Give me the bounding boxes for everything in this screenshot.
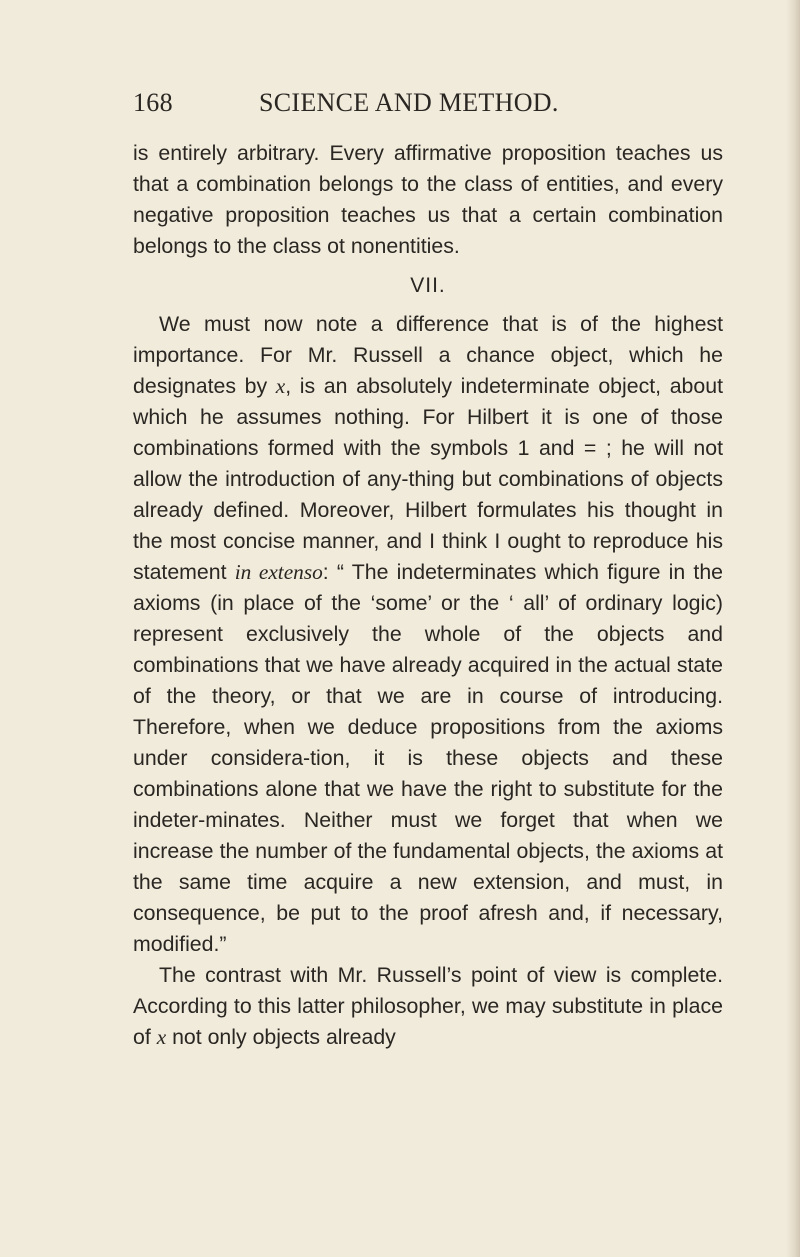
paragraph-text: , is an absolutely indeterminate object, about which he assumes nothing. For Hilbert it is one of those combinations formed with the symbols 1 and = ; he will not allow the introduction of any-thing but combinations of objects already defined. Moreover, Hilbert formulates his thought in the most concise manner, and I think I ought to reproduce his statement bbox=[133, 374, 724, 584]
page-number: 168 bbox=[133, 88, 173, 117]
variable-x: x bbox=[275, 374, 286, 398]
body-text bbox=[133, 138, 723, 1053]
paragraph-hilbert-russell bbox=[133, 309, 723, 960]
paragraph-text: : “ The indeterminates which figure in the axioms (in place of the ‘some’ or the ‘ all’ of ordinary logic) represent exclusively the whole of the objects and combinations that we have already acquired in the actual state of the theory, or that we are in course of introducing. Therefore, when we deduce propositions from the axioms under considera-tion, it is these objects and these combinations alone that we have the right to substitute for the indeter-minates. Neither must we forget that when we increase the number of the fundamental objects, the axioms at the same time acquire a new extension, and must, in consequence, be put to the proof afresh and, if necessary, modified.” bbox=[133, 560, 724, 956]
latin-phrase: in extenso bbox=[234, 560, 323, 584]
paragraph-text: not only objects already bbox=[172, 1025, 396, 1049]
paragraph-text: We must now note a difference that is of the highest importance. For Mr. Russell a chance object, which he designates by bbox=[133, 312, 723, 398]
paragraph-continuation: is entirely arbitrary. Every affirmative proposition teaches us that a combination belongs to the class of entities, and every negative proposition teaches us that a certain combination belongs to the class ot nonentities. bbox=[133, 141, 723, 258]
paragraph-contrast bbox=[133, 960, 723, 1053]
section-heading: VII. bbox=[410, 274, 446, 297]
variable-x: x bbox=[156, 1025, 167, 1049]
running-head bbox=[133, 88, 723, 122]
running-title: SCIENCE AND METHOD. bbox=[259, 88, 559, 117]
page-edge-shadow bbox=[786, 0, 800, 1257]
paragraph-text: The contrast with Mr. Russell’s point of view is complete. According to this latter philosopher, we may substitute in place of bbox=[133, 963, 723, 1049]
